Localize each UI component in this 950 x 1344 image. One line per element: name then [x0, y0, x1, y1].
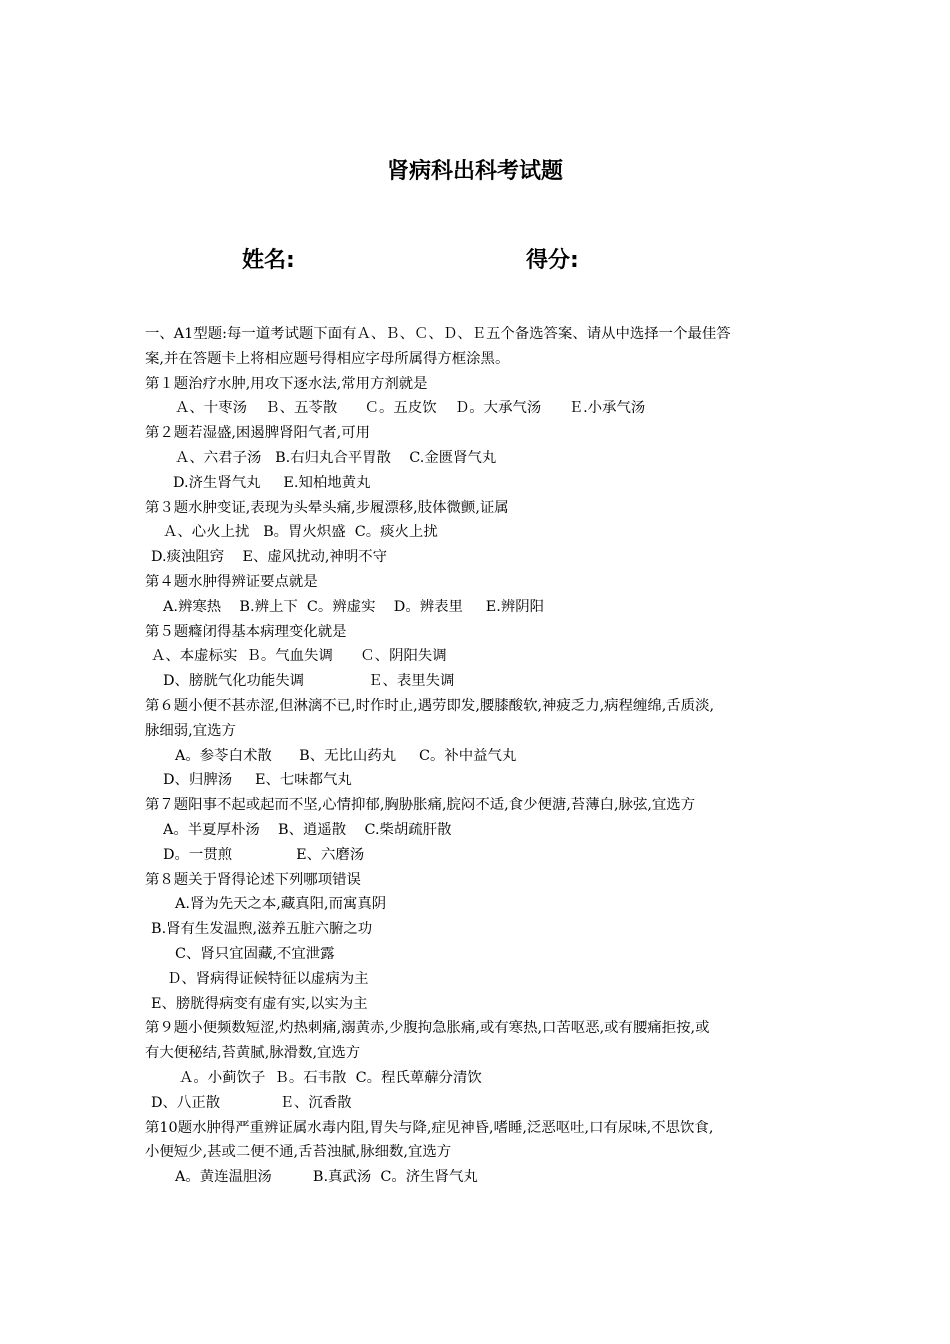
name-label: 姓名: — [242, 248, 295, 273]
text-line: D.痰浊阻窍 E、虚风扰动,神明不守 — [151, 549, 388, 566]
text-line: Ｄ、肾病得证候特征以虚病为主 — [167, 970, 369, 987]
text-line: 第５题癃闭得基本病理变化就是 — [145, 623, 347, 640]
page-title: 肾病科出科考试题 — [386, 159, 563, 184]
text-line: Ａ、六君子汤 B.右归丸合平胃散 C.金匮肾气丸 — [175, 449, 497, 466]
text-line: A。参苓白术散 B、无比山药丸 C。补中益气丸 — [175, 747, 517, 764]
text-line: D、归脾汤 E、七味都气丸 — [163, 772, 352, 789]
text-line: 脉细弱,宜选方 — [145, 722, 236, 739]
text-line: 第10题水肿得严重辨证属水毒内阻,胃失与降,症见神昏,嗜睡,泛恶呕吐,口有尿味,不思饮食, — [145, 1119, 714, 1136]
text-line: 第２题若湿盛,困遏脾肾阳气者,可用 — [145, 425, 371, 442]
text-line: 第８题关于肾得论述下列哪项错误 — [145, 871, 361, 888]
text-line: A。半夏厚朴汤 B、逍遥散 C.柴胡疏肝散 — [163, 821, 452, 838]
text-line: Ａ、本虚标实 Ｂ。气血失调 Ｃ、阴阳失调 — [151, 648, 447, 665]
text-line: 第４题水肿得辨证要点就是 — [145, 573, 318, 590]
score-label: 得分: — [526, 248, 579, 273]
text-line: 第９题小便频数短涩,灼热刺痛,溺黄赤,少腹拘急胀痛,或有寒热,口苦呕恶,或有腰痛拒按,或 — [145, 1020, 710, 1037]
text-line: 一、A1型题:每一道考试题下面有Ａ、Ｂ、Ｃ、Ｄ、Ｅ五个备选答案、请从中选择一个最佳答 — [145, 326, 731, 342]
text-line: 第１题治疗水肿,用攻下逐水法,常用方剂就是 — [145, 375, 428, 392]
text-line: D、膀胱气化功能失调 Ｅ、表里失调 — [163, 673, 455, 690]
text-line: 第７题阳事不起或起而不坚,心情抑郁,胸胁胀痛,脘闷不适,食少便溏,苔薄白,脉弦,宜选方 — [145, 797, 696, 814]
text-line: 小便短少,甚或二便不通,舌苔浊腻,脉细数,宜选方 — [145, 1144, 452, 1161]
text-line: Ａ、心火上扰 B。胃火炽盛 C。痰火上扰 — [163, 524, 438, 541]
text-line: Ａ。小蓟饮子 Ｂ。石韦散 C。程氏萆薢分清饮 — [179, 1069, 482, 1086]
text-line: D。一贯煎 E、六磨汤 — [163, 846, 365, 863]
text-line: Ａ、十枣汤 Ｂ、五苓散 Ｃ。五皮饮 Ｄ。大承气汤 Ｅ.小承气汤 — [175, 400, 646, 417]
text-line: 案,并在答题卡上将相应题号得相应字母所属得方框涂黑。 — [145, 350, 510, 367]
text-line: C、肾只宜固藏,不宜泄露 — [175, 945, 335, 962]
text-line: A.肾为先天之本,藏真阳,而寓真阴 — [175, 896, 387, 913]
text-line: 第３题水肿变证,表现为头晕头痛,步履漂移,肢体微颤,证属 — [145, 499, 509, 516]
question-body — [145, 322, 813, 1190]
text-line: A。黄连温胆汤 B.真武汤 C。济生肾气丸 — [175, 1169, 478, 1186]
text-line: B.肾有生发温煦,滋养五脏六腑之功 — [151, 921, 373, 938]
text-line: D.济生肾气丸 E.知柏地黄丸 — [173, 474, 371, 491]
text-line: 第６题小便不甚赤涩,但淋漓不已,时作时止,遇劳即发,腰膝酸软,神疲乏力,病程缠绵,舌质淡, — [145, 697, 715, 714]
text-line: E、膀胱得病变有虚有实,以实为主 — [151, 995, 368, 1012]
text-line: A.辨寒热 B.辨上下 C。辨虚实 D。辨表里 E.辨阴阳 — [163, 598, 545, 615]
text-line: 有大便秘结,苔黄腻,脉滑数,宜选方 — [145, 1045, 361, 1062]
text-line: D、八正散 Ｅ、沉香散 — [151, 1094, 352, 1111]
